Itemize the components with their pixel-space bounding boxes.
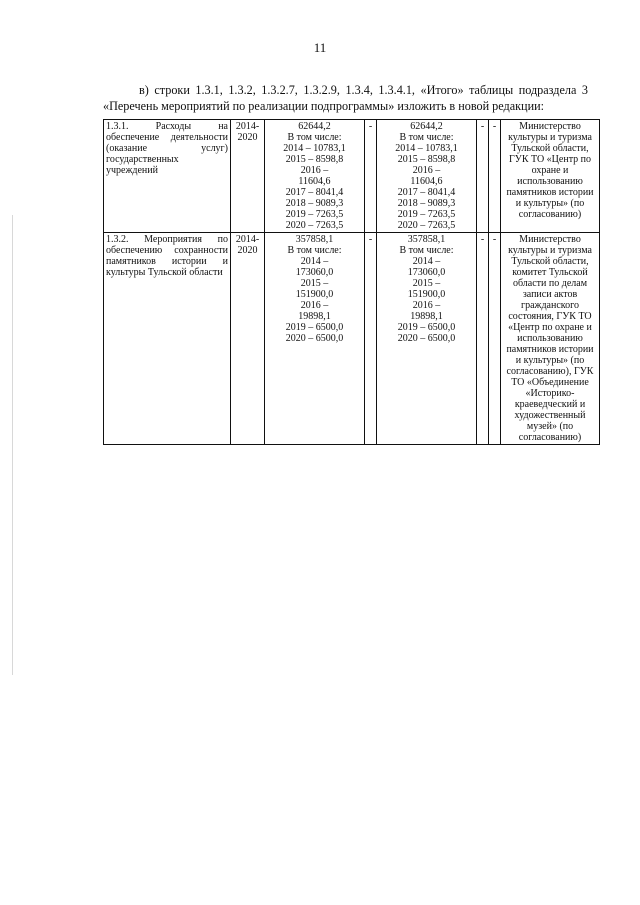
total-amount-cell-line: В том числе: (287, 245, 342, 256)
total-amount-cell-line: 2019 – 7263,5 (285, 209, 344, 220)
regional-budget-cell-line: В том числе: (399, 245, 454, 256)
total-amount-cell-line: 2015 – (300, 278, 329, 289)
total-amount-cell-line: 11604,6 (298, 176, 331, 187)
regional-budget-cell-line: 151900,0 (407, 289, 446, 300)
total-amount-cell-line: 2014 – (300, 256, 329, 267)
total-amount-cell-line: В том числе: (287, 132, 342, 143)
total-amount-cell-line: 2019 – 6500,0 (285, 322, 344, 333)
local-budget-cell: - (477, 120, 489, 233)
total-amount-cell-line: 2014 – 10783,1 (283, 143, 346, 154)
page-number: 11 (313, 40, 327, 55)
regional-budget-cell (377, 120, 477, 233)
regional-budget-cell-line: 2018 – 9089,3 (397, 198, 456, 209)
period-cell-line: 2014- (235, 121, 260, 132)
regional-budget-cell-line: 2014 – 10783,1 (395, 143, 458, 154)
regional-budget-cell-line: 2016 – (412, 165, 441, 176)
executor-cell: Министерство культуры и туризма Тульской области, ГУК ТО «Центр по охране и использованию памятников истории и культуры» (по согласованию) (501, 120, 600, 233)
regional-budget-cell-line: 2019 – 7263,5 (397, 209, 456, 220)
measure-name-cell: 1.3.1. Расходы на обеспечение деятельности (оказание услуг) государственных учреждений (104, 120, 231, 233)
other-sources-cell: - (489, 120, 501, 233)
total-amount-cell-line: 173060,0 (295, 267, 334, 278)
regional-budget-cell-line: В том числе: (399, 132, 454, 143)
period-cell-line: 2020 (237, 132, 258, 143)
regional-budget-cell (377, 233, 477, 445)
federal-budget-cell: - (365, 233, 377, 445)
measures-table (103, 119, 600, 445)
measure-name-cell: 1.3.2. Мероприятия по обеспечению сохранности памятников истории и культуры Тульской области (104, 233, 231, 445)
total-amount-cell-line: 2016 – (300, 165, 329, 176)
regional-budget-cell-line: 2019 – 6500,0 (397, 322, 456, 333)
total-amount-cell (265, 233, 365, 445)
regional-budget-cell-line: 62644,2 (410, 121, 443, 132)
total-amount-cell-line: 151900,0 (295, 289, 334, 300)
regional-budget-cell-line: 357858,1 (407, 234, 446, 245)
regional-budget-cell-line: 2014 – (412, 256, 441, 267)
period-cell-line: 2014- (235, 234, 260, 245)
regional-budget-cell-line: 19898,1 (410, 311, 443, 322)
total-amount-cell-line: 2018 – 9089,3 (285, 198, 344, 209)
regional-budget-cell-line: 2015 – 8598,8 (397, 154, 456, 165)
scan-edge-line (12, 215, 13, 675)
total-amount-cell-line: 2017 – 8041,4 (285, 187, 344, 198)
total-amount-cell-line: 2016 – (300, 300, 329, 311)
federal-budget-cell: - (365, 120, 377, 233)
table-row (104, 233, 600, 445)
regional-budget-cell-line: 173060,0 (407, 267, 446, 278)
other-sources-cell: - (489, 233, 501, 445)
regional-budget-cell-line: 2015 – (412, 278, 441, 289)
total-amount-cell-line: 2020 – 7263,5 (285, 220, 344, 231)
regional-budget-cell-line: 2020 – 7263,5 (397, 220, 456, 231)
regional-budget-cell-line: 11604,6 (410, 176, 443, 187)
total-amount-cell-line: 357858,1 (295, 234, 334, 245)
total-amount-cell-line: 19898,1 (298, 311, 331, 322)
period-cell (231, 120, 265, 233)
regional-budget-cell-line: 2017 – 8041,4 (397, 187, 456, 198)
executor-cell: Министерство культуры и туризма Тульской области, комитет Тульской области по делам записи актов гражданского состояния, ГУК ТО «Центр по охране и использованию памятников истории и культуры» (по согласованию), ГУК ТО «Объединение «Историко-краеведческий и художественный музей» (по согласованию) (501, 233, 600, 445)
total-amount-cell-line: 2015 – 8598,8 (285, 154, 344, 165)
period-cell (231, 233, 265, 445)
intro-paragraph: в) строки 1.3.1, 1.3.2, 1.3.2.7, 1.3.2.9, 1.3.4, 1.3.4.1, «Итого» таблицы подраздела 3 «Перечень мероприятий по реализации подпрограммы» изложить в новой редакции: (103, 83, 588, 114)
regional-budget-cell-line: 2016 – (412, 300, 441, 311)
local-budget-cell: - (477, 233, 489, 445)
regional-budget-cell-line: 2020 – 6500,0 (397, 333, 456, 344)
total-amount-cell (265, 120, 365, 233)
total-amount-cell-line: 2020 – 6500,0 (285, 333, 344, 344)
period-cell-line: 2020 (237, 245, 258, 256)
total-amount-cell-line: 62644,2 (298, 121, 331, 132)
table-row (104, 120, 600, 233)
